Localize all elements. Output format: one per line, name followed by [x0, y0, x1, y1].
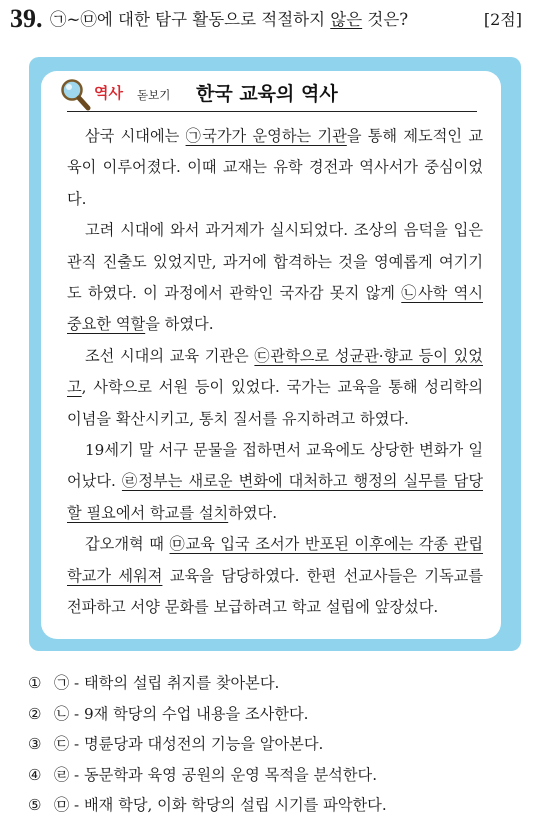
- passage-paragraph-3: [67, 341, 483, 435]
- question-text-prefix: ㉠~㉤에 대한 탐구 활동으로 적절하지: [50, 10, 331, 29]
- passage-p2-underline: ㉡사학 역시 중요한 역할: [67, 284, 483, 334]
- choice-text: ㉤ - 배재 학당, 이화 학당의 설립 시기를 파악한다.: [54, 796, 387, 814]
- passage-paragraph-1: [67, 121, 483, 215]
- title-divider: [67, 111, 477, 112]
- passage-p1-underline: ㉠국가가 운영하는 기관: [185, 127, 347, 145]
- magnifier-icon: [59, 77, 91, 111]
- question-header: [10, 4, 526, 36]
- choice-number: ④: [28, 765, 42, 784]
- passage-p3-text: 조선 시대의 교육 기관은: [85, 346, 255, 365]
- passage-p3-text-end: , 사학으로 서원 등이 있었다. 국가는 교육을 통해 성리학의 이념을 확산시키고, 통치 질서를 유지하려고 하였다.: [67, 378, 483, 428]
- choice-text: ㉠ - 태학의 설립 취지를 찾아본다.: [54, 674, 280, 692]
- passage-frame: [29, 57, 521, 651]
- passage-p1-text: 삼국 시대에는: [85, 127, 186, 145]
- question-text-emphasis: 않은: [330, 10, 363, 29]
- tag-history: 역사: [94, 84, 123, 102]
- passage-p5-text: 갑오개혁 때: [85, 535, 170, 554]
- passage-p2-text-end: 을 하였다.: [145, 315, 214, 334]
- passage-panel: [41, 71, 501, 639]
- choice-number: ③: [28, 735, 42, 753]
- passage-p4-text: 19세기 말 서구 문물을 접하면서 교육에도 상당한 변화가 일어났다.: [67, 441, 483, 491]
- passage-p3-underline: ㉢관학으로 성균관·향교 등이 있었고: [67, 346, 483, 397]
- answer-choices: [28, 668, 528, 821]
- passage-p5-underline: ㉤교육 입국 조서가 반포된 이후에는 각종 관립 학교가 세워져: [67, 535, 483, 585]
- question-number: 39.: [10, 4, 43, 33]
- passage-paragraph-4: [67, 435, 483, 529]
- question-text: [50, 8, 408, 32]
- passage-paragraph-5: [67, 529, 483, 623]
- choice-text: ㉢ - 명륜당과 대성전의 기능을 알아본다.: [54, 735, 324, 753]
- choice-text: ㉣ - 동문학과 육영 공원의 운영 목적을 분석한다.: [54, 765, 378, 784]
- passage-p2-text: 고려 시대에 와서 과거제가 실시되었다. 조상의 음덕을 입은 관직 진출도 있었지만, 과거에 합격하는 것을 영예롭게 여기기도 하였다. 이 과정에서 관학인 국자감 못지 않게: [67, 221, 483, 303]
- choice-5[interactable]: [28, 790, 528, 821]
- tag-magnifier-label: 돋보기: [137, 88, 171, 102]
- panel-title: 한국 교육의 역사: [196, 83, 338, 105]
- choice-number: ⑤: [28, 796, 42, 814]
- choice-3[interactable]: [28, 729, 528, 760]
- choice-2[interactable]: [28, 699, 528, 730]
- passage-p5-text-end: 교육을 담당하였다. 한편 선교사들은 기독교를 전파하고 서양 문화를 보급하려고 학교 설립에 앞장섰다.: [67, 566, 484, 617]
- passage-paragraph-2: [67, 215, 483, 341]
- passage-p4-underline: ㉣정부는 새로운 변화에 대처하고 행정의 실무를 담당할 필요에서 학교를 설치: [67, 472, 484, 522]
- passage-p4-text-end: 하였다.: [228, 503, 278, 522]
- question-text-suffix: 것은?: [362, 10, 409, 29]
- choice-number: ①: [28, 674, 42, 692]
- choice-text: ㉡ - 9재 학당의 수업 내용을 조사한다.: [54, 704, 309, 723]
- choice-1[interactable]: [28, 668, 528, 699]
- question-points: [2점]: [483, 10, 522, 29]
- choice-number: ②: [28, 704, 42, 723]
- passage-p1-text-end: 을 통해 제도적인 교육이 이루어졌다. 이때 교재는 유학 경전과 역사서가 중심이었다.: [67, 127, 484, 208]
- passage-text: [67, 121, 483, 624]
- panel-title-row: [41, 71, 501, 117]
- choice-4[interactable]: [28, 760, 528, 791]
